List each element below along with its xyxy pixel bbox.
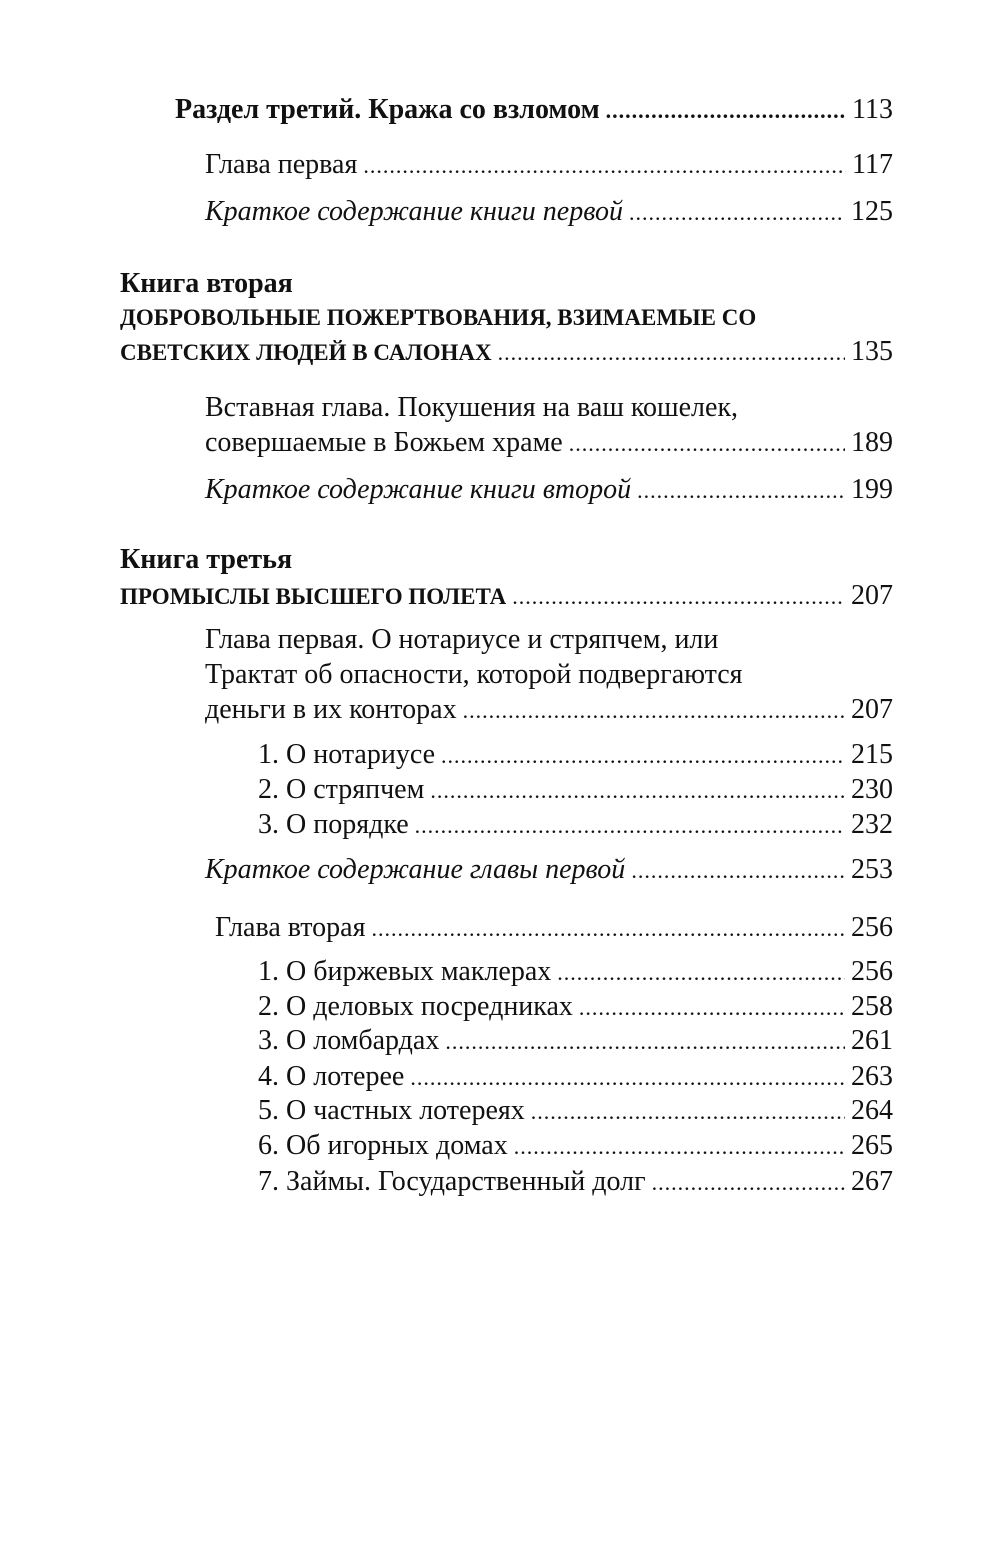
dot-leader (557, 956, 845, 990)
toc-title: 1. О нотариусе (258, 739, 436, 770)
dot-leader (514, 1130, 845, 1164)
toc-title-line: ДОБРОВОЛЬНЫЕ ПОЖЕРТВОВАНИЯ, ВЗИМАЕМЫЕ СО (120, 305, 757, 330)
dot-leader (512, 580, 845, 614)
dot-leader (430, 774, 845, 808)
toc-title: 6. Об игорных домах (258, 1130, 508, 1161)
toc-page: 113 (852, 94, 893, 125)
toc-entry[interactable] (258, 1165, 893, 1200)
toc-entry-book-two[interactable] (120, 335, 893, 370)
toc-entry[interactable] (258, 808, 893, 843)
toc-title: совершаемые в Божьем храме (205, 427, 563, 458)
toc-entry[interactable] (258, 1129, 893, 1164)
toc-title: деньги в их конторах (205, 694, 457, 725)
toc-title: 7. Займы. Государственный долг (258, 1166, 646, 1197)
toc-page: 261 (851, 1025, 893, 1056)
dot-leader (363, 149, 846, 183)
toc-page: 117 (852, 149, 893, 180)
dot-leader (441, 739, 845, 773)
toc-entry[interactable] (258, 773, 893, 808)
toc-entry[interactable] (258, 1094, 893, 1129)
toc-page: 207 (851, 580, 893, 611)
toc-title-line: Вставная глава. Покушения на ваш кошелек, (205, 392, 739, 423)
dot-leader (498, 336, 845, 370)
dot-leader (606, 94, 846, 128)
toc-title-line: Трактат об опасности, которой подвергаются (205, 659, 743, 690)
dot-leader (579, 991, 845, 1025)
book-heading: Книга вторая (120, 268, 293, 299)
toc-title: 1. О биржевых маклерах (258, 956, 552, 987)
toc-title: Глава первая (205, 149, 358, 180)
toc-entry[interactable] (258, 738, 893, 773)
toc-entry[interactable] (205, 693, 893, 728)
toc-page: 230 (851, 774, 893, 805)
toc-page: 189 (851, 427, 893, 458)
toc-title: 4. О лотерее (258, 1061, 405, 1092)
toc-entry[interactable] (205, 148, 893, 183)
toc-title-line: Глава первая. О нотариусе и стряпчем, или (205, 624, 719, 655)
toc-title: 3. О порядке (258, 809, 409, 840)
toc-page: 256 (851, 956, 893, 987)
toc-title: 2. О деловых посредниках (258, 991, 573, 1022)
toc-title: СВЕТСКИХ ЛЮДЕЙ В САЛОНАХ (120, 340, 492, 365)
toc-page: 253 (851, 854, 893, 885)
toc-title: Краткое содержание книги второй (205, 474, 632, 505)
dot-leader (531, 1095, 845, 1129)
dot-leader (445, 1025, 845, 1059)
dot-leader (371, 912, 845, 946)
toc-page: 263 (851, 1061, 893, 1092)
toc-page: 258 (851, 991, 893, 1022)
dot-leader (631, 854, 845, 888)
dot-leader (463, 694, 845, 728)
toc-page: 256 (851, 912, 893, 943)
toc-page: 125 (851, 196, 893, 227)
dot-leader (637, 474, 845, 508)
book-heading: Книга третья (120, 544, 293, 575)
toc-title: Краткое содержание главы первой (205, 854, 626, 885)
toc-entry-book-three[interactable] (120, 579, 893, 614)
toc-title: 2. О стряпчем (258, 774, 425, 805)
toc-page: 267 (851, 1166, 893, 1197)
dot-leader (415, 809, 845, 843)
toc-title: 3. О ломбардах (258, 1025, 440, 1056)
toc-entry-summary[interactable] (205, 195, 893, 230)
toc-entry[interactable] (258, 1060, 893, 1095)
toc-page: 215 (851, 739, 893, 770)
toc-entry-summary[interactable] (205, 473, 893, 508)
toc-entry[interactable] (205, 426, 893, 461)
toc-title: Глава вторая (215, 912, 366, 943)
dot-leader (629, 196, 845, 230)
toc-entry-section-three[interactable] (175, 93, 893, 128)
toc-title: Краткое содержание книги первой (205, 196, 623, 227)
toc-title: Раздел третий. Кража со взломом (175, 94, 600, 125)
toc-entry[interactable] (258, 955, 893, 990)
dot-leader (652, 1166, 845, 1200)
toc-page: 232 (851, 809, 893, 840)
toc-title: ПРОМЫСЛЫ ВЫСШЕГО ПОЛЕТА (120, 584, 507, 609)
toc-entry[interactable] (258, 1024, 893, 1059)
toc-entry[interactable] (258, 990, 893, 1025)
toc-entry[interactable] (215, 911, 893, 946)
toc-title: 5. О частных лотереях (258, 1095, 525, 1126)
toc-page: 135 (851, 336, 893, 367)
toc-page: 199 (851, 474, 893, 505)
toc-page: 265 (851, 1130, 893, 1161)
dot-leader (569, 427, 845, 461)
toc-page: 264 (851, 1095, 893, 1126)
toc-page: 207 (851, 694, 893, 725)
dot-leader (410, 1061, 845, 1095)
toc-entry-summary[interactable] (205, 853, 893, 888)
